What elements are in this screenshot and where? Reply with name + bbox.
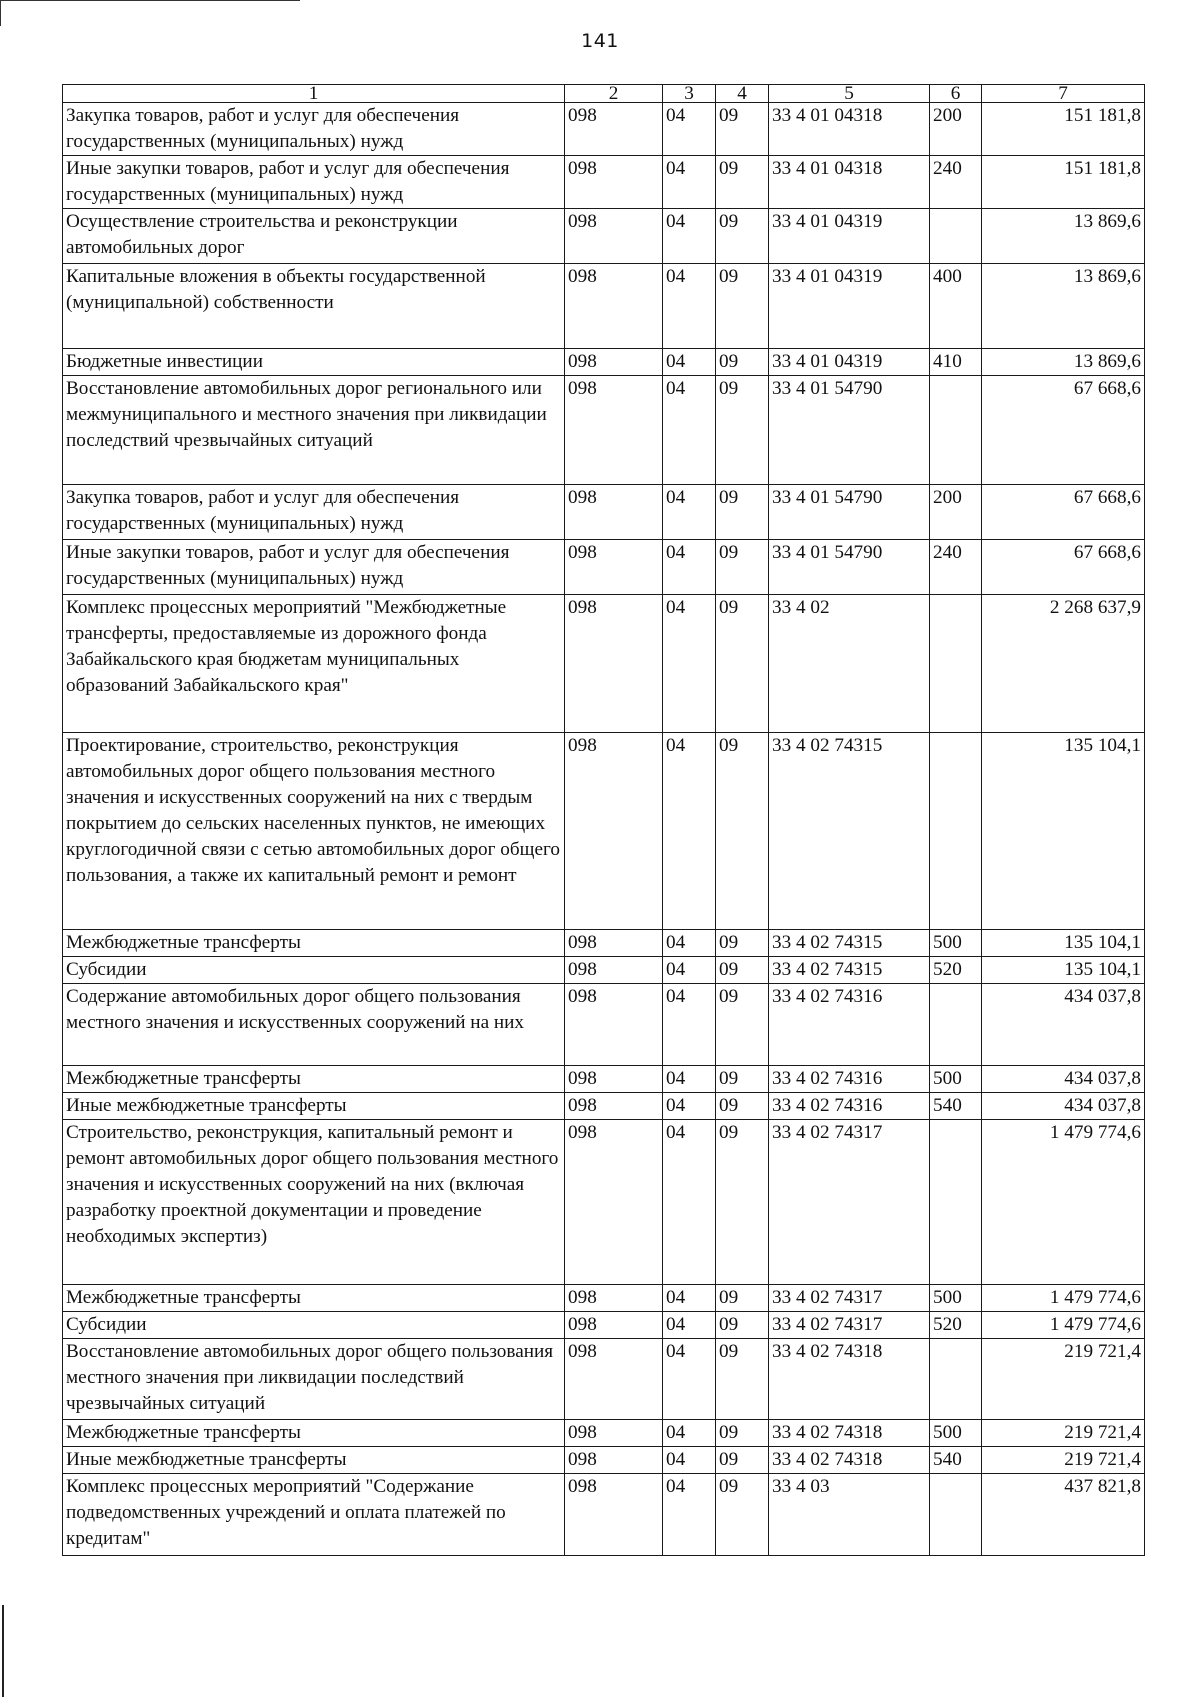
expense-type-code: 400 (930, 264, 982, 349)
table-row (63, 1285, 1145, 1312)
section-code: 04 (663, 1093, 716, 1120)
admin-code: 098 (565, 103, 663, 156)
admin-code: 098 (565, 485, 663, 540)
section-code: 04 (663, 540, 716, 595)
expense-type-code: 200 (930, 103, 982, 156)
scan-edge-left-bottom (2, 1605, 4, 1697)
amount: 67 668,6 (982, 485, 1145, 540)
target-article-code: 33 4 02 74317 (769, 1120, 930, 1285)
admin-code: 098 (565, 156, 663, 209)
expense-type-code (930, 209, 982, 264)
table-row (63, 733, 1145, 930)
target-article-code: 33 4 01 04319 (769, 349, 930, 376)
table-row (63, 1120, 1145, 1285)
subsection-code: 09 (716, 984, 769, 1066)
table-row (63, 1447, 1145, 1474)
row-name: Межбюджетные трансферты (63, 1285, 565, 1312)
column-header: 5 (769, 85, 930, 103)
row-name: Строительство, реконструкция, капитальный ремонт и ремонт автомобильных дорог общего пользования местного значения и искусственных сооружений на них (включая разработку проектной документации и проведение необходимых экспертиз) (63, 1120, 565, 1285)
subsection-code: 09 (716, 733, 769, 930)
admin-code: 098 (565, 1312, 663, 1339)
expense-type-code: 520 (930, 957, 982, 984)
row-name: Иные межбюджетные трансферты (63, 1093, 565, 1120)
table-header-row (63, 85, 1145, 103)
admin-code: 098 (565, 209, 663, 264)
section-code: 04 (663, 1312, 716, 1339)
row-name: Закупка товаров, работ и услуг для обеспечения государственных (муниципальных) нужд (63, 485, 565, 540)
admin-code: 098 (565, 733, 663, 930)
section-code: 04 (663, 1420, 716, 1447)
expense-type-code: 500 (930, 1285, 982, 1312)
target-article-code: 33 4 02 74315 (769, 733, 930, 930)
table-row (63, 209, 1145, 264)
row-name: Восстановление автомобильных дорог общего пользования местного значения при ликвидации последствий чрезвычайных ситуаций (63, 1339, 565, 1420)
subsection-code: 09 (716, 264, 769, 349)
amount: 1 479 774,6 (982, 1285, 1145, 1312)
column-header: 4 (716, 85, 769, 103)
table-row (63, 984, 1145, 1066)
row-name: Иные межбюджетные трансферты (63, 1447, 565, 1474)
subsection-code: 09 (716, 376, 769, 485)
amount: 135 104,1 (982, 733, 1145, 930)
admin-code: 098 (565, 1447, 663, 1474)
amount: 1 479 774,6 (982, 1312, 1145, 1339)
subsection-code: 09 (716, 156, 769, 209)
target-article-code: 33 4 02 74315 (769, 930, 930, 957)
admin-code: 098 (565, 1285, 663, 1312)
subsection-code: 09 (716, 1339, 769, 1420)
section-code: 04 (663, 1339, 716, 1420)
target-article-code: 33 4 02 74318 (769, 1447, 930, 1474)
table-row (63, 1066, 1145, 1093)
row-name: Капитальные вложения в объекты государственной (муниципальной) собственности (63, 264, 565, 349)
admin-code: 098 (565, 264, 663, 349)
subsection-code: 09 (716, 1120, 769, 1285)
amount: 434 037,8 (982, 984, 1145, 1066)
admin-code: 098 (565, 595, 663, 733)
subsection-code: 09 (716, 103, 769, 156)
expense-type-code: 500 (930, 930, 982, 957)
table-row (63, 376, 1145, 485)
expense-type-code (930, 1474, 982, 1556)
subsection-code: 09 (716, 1093, 769, 1120)
target-article-code: 33 4 02 74317 (769, 1312, 930, 1339)
target-article-code: 33 4 01 04319 (769, 209, 930, 264)
target-article-code: 33 4 02 (769, 595, 930, 733)
target-article-code: 33 4 01 54790 (769, 540, 930, 595)
target-article-code: 33 4 02 74316 (769, 984, 930, 1066)
table-row (63, 103, 1145, 156)
subsection-code: 09 (716, 1447, 769, 1474)
subsection-code: 09 (716, 930, 769, 957)
row-name: Бюджетные инвестиции (63, 349, 565, 376)
amount: 13 869,6 (982, 264, 1145, 349)
amount: 135 104,1 (982, 930, 1145, 957)
admin-code: 098 (565, 349, 663, 376)
target-article-code: 33 4 02 74318 (769, 1420, 930, 1447)
amount: 135 104,1 (982, 957, 1145, 984)
table-row (63, 156, 1145, 209)
amount: 151 181,8 (982, 103, 1145, 156)
section-code: 04 (663, 957, 716, 984)
column-header: 2 (565, 85, 663, 103)
expense-type-code: 200 (930, 485, 982, 540)
subsection-code: 09 (716, 349, 769, 376)
row-name: Восстановление автомобильных дорог регионального или межмуниципального и местного значения при ликвидации последствий чрезвычайных ситуаций (63, 376, 565, 485)
expense-type-code (930, 733, 982, 930)
table-row (63, 595, 1145, 733)
subsection-code: 09 (716, 1066, 769, 1093)
table-row (63, 540, 1145, 595)
target-article-code: 33 4 02 74316 (769, 1093, 930, 1120)
subsection-code: 09 (716, 540, 769, 595)
expense-type-code (930, 1339, 982, 1420)
section-code: 04 (663, 264, 716, 349)
section-code: 04 (663, 349, 716, 376)
table-row (63, 349, 1145, 376)
admin-code: 098 (565, 984, 663, 1066)
target-article-code: 33 4 02 74316 (769, 1066, 930, 1093)
row-name: Субсидии (63, 1312, 565, 1339)
amount: 151 181,8 (982, 156, 1145, 209)
subsection-code: 09 (716, 1474, 769, 1556)
row-name: Комплекс процессных мероприятий "Содержание подведомственных учреждений и оплата платежей по кредитам" (63, 1474, 565, 1556)
table-row (63, 957, 1145, 984)
section-code: 04 (663, 930, 716, 957)
row-name: Иные закупки товаров, работ и услуг для обеспечения государственных (муниципальных) нужд (63, 540, 565, 595)
row-name: Проектирование, строительство, реконструкция автомобильных дорог общего пользования местного значения и искусственных сооружений на них с твердым покрытием до сельских населенных пунктов, не имеющих круглогодичной связи с сетью автомобильных дорог общего пользования, а также их капитальный ремонт и ремонт (63, 733, 565, 930)
amount: 13 869,6 (982, 209, 1145, 264)
section-code: 04 (663, 595, 716, 733)
row-name: Межбюджетные трансферты (63, 1066, 565, 1093)
target-article-code: 33 4 01 04319 (769, 264, 930, 349)
admin-code: 098 (565, 930, 663, 957)
amount: 437 821,8 (982, 1474, 1145, 1556)
expense-type-code (930, 1120, 982, 1285)
target-article-code: 33 4 03 (769, 1474, 930, 1556)
expense-type-code: 500 (930, 1420, 982, 1447)
scan-edge-left (0, 0, 1, 26)
admin-code: 098 (565, 1339, 663, 1420)
target-article-code: 33 4 01 54790 (769, 376, 930, 485)
admin-code: 098 (565, 1093, 663, 1120)
section-code: 04 (663, 156, 716, 209)
subsection-code: 09 (716, 1420, 769, 1447)
expense-type-code: 240 (930, 156, 982, 209)
section-code: 04 (663, 733, 716, 930)
row-name: Осуществление строительства и реконструкции автомобильных дорог (63, 209, 565, 264)
amount: 219 721,4 (982, 1339, 1145, 1420)
column-header: 6 (930, 85, 982, 103)
expense-type-code (930, 595, 982, 733)
section-code: 04 (663, 376, 716, 485)
expense-type-code: 520 (930, 1312, 982, 1339)
table-row (63, 1093, 1145, 1120)
admin-code: 098 (565, 1066, 663, 1093)
subsection-code: 09 (716, 595, 769, 733)
target-article-code: 33 4 01 04318 (769, 156, 930, 209)
subsection-code: 09 (716, 1285, 769, 1312)
expense-type-code: 240 (930, 540, 982, 595)
subsection-code: 09 (716, 209, 769, 264)
section-code: 04 (663, 485, 716, 540)
row-name: Иные закупки товаров, работ и услуг для обеспечения государственных (муниципальных) нужд (63, 156, 565, 209)
section-code: 04 (663, 1285, 716, 1312)
admin-code: 098 (565, 1474, 663, 1556)
expense-type-code: 540 (930, 1447, 982, 1474)
admin-code: 098 (565, 376, 663, 485)
section-code: 04 (663, 1120, 716, 1285)
target-article-code: 33 4 02 74315 (769, 957, 930, 984)
admin-code: 098 (565, 1120, 663, 1285)
row-name: Содержание автомобильных дорог общего пользования местного значения и искусственных сооружений на них (63, 984, 565, 1066)
subsection-code: 09 (716, 957, 769, 984)
amount: 219 721,4 (982, 1420, 1145, 1447)
expense-type-code (930, 984, 982, 1066)
amount: 1 479 774,6 (982, 1120, 1145, 1285)
amount: 219 721,4 (982, 1447, 1145, 1474)
expense-type-code: 540 (930, 1093, 982, 1120)
amount: 2 268 637,9 (982, 595, 1145, 733)
budget-table (62, 84, 1145, 1556)
target-article-code: 33 4 02 74317 (769, 1285, 930, 1312)
amount: 67 668,6 (982, 540, 1145, 595)
row-name: Комплекс процессных мероприятий "Межбюджетные трансферты, предоставляемые из дорожного фонда Забайкальского края бюджетам муниципальных образований Забайкальского края" (63, 595, 565, 733)
table-row (63, 930, 1145, 957)
table-row (63, 264, 1145, 349)
row-name: Межбюджетные трансферты (63, 930, 565, 957)
column-header: 3 (663, 85, 716, 103)
section-code: 04 (663, 209, 716, 264)
target-article-code: 33 4 01 04318 (769, 103, 930, 156)
target-article-code: 33 4 01 54790 (769, 485, 930, 540)
column-header: 7 (982, 85, 1145, 103)
table-row (63, 1339, 1145, 1420)
table-row (63, 1312, 1145, 1339)
admin-code: 098 (565, 540, 663, 595)
amount: 13 869,6 (982, 349, 1145, 376)
section-code: 04 (663, 1447, 716, 1474)
target-article-code: 33 4 02 74318 (769, 1339, 930, 1420)
admin-code: 098 (565, 957, 663, 984)
expense-type-code: 500 (930, 1066, 982, 1093)
section-code: 04 (663, 984, 716, 1066)
expense-type-code (930, 376, 982, 485)
subsection-code: 09 (716, 485, 769, 540)
expense-type-code: 410 (930, 349, 982, 376)
row-name: Закупка товаров, работ и услуг для обеспечения государственных (муниципальных) нужд (63, 103, 565, 156)
section-code: 04 (663, 1066, 716, 1093)
table-row (63, 1420, 1145, 1447)
subsection-code: 09 (716, 1312, 769, 1339)
table-row (63, 485, 1145, 540)
column-header: 1 (63, 85, 565, 103)
amount: 67 668,6 (982, 376, 1145, 485)
page-number: 141 (581, 30, 619, 52)
amount: 434 037,8 (982, 1093, 1145, 1120)
table-row (63, 1474, 1145, 1556)
amount: 434 037,8 (982, 1066, 1145, 1093)
row-name: Межбюджетные трансферты (63, 1420, 565, 1447)
admin-code: 098 (565, 1420, 663, 1447)
section-code: 04 (663, 103, 716, 156)
scan-edge-top (0, 0, 300, 1)
section-code: 04 (663, 1474, 716, 1556)
row-name: Субсидии (63, 957, 565, 984)
